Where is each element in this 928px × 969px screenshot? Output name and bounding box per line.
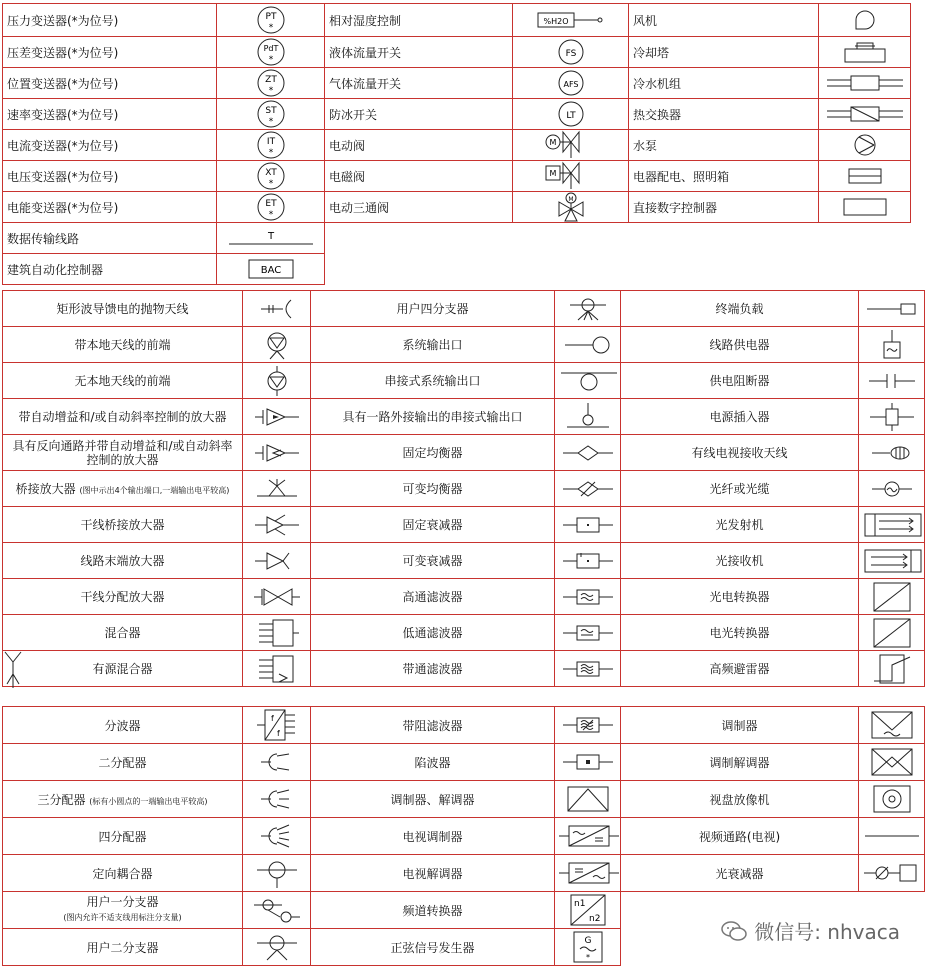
tv-modulator-symbol [555, 818, 621, 855]
svg-text:ZT: ZT [264, 75, 277, 85]
table-row [3, 4, 911, 37]
antifreeze-switch-label: 防冰开关 [325, 99, 513, 130]
optical-receiver-label: 光接收机 [621, 543, 859, 579]
current-transmitter-label: 电流变送器(*为位号) [3, 130, 217, 161]
headend-no-antenna-label: 无本地天线的前端 [3, 363, 243, 399]
user-4way-tap-symbol [555, 291, 621, 327]
fan-label: 风机 [629, 4, 819, 37]
sine-generator-symbol [555, 929, 621, 966]
agc-amplifier-symbol [243, 399, 311, 435]
position-transmitter-label: 位置变送器(*为位号) [3, 68, 217, 99]
svg-text:*: * [268, 55, 273, 65]
motor-valve-symbol [513, 130, 629, 161]
ddc-label: 直接数字控制器 [629, 192, 819, 223]
data-line-label: 数据传输线路 [3, 223, 217, 254]
diplexer-label: 分波器 [3, 707, 243, 744]
table-row [3, 855, 925, 892]
terminal-load-symbol [859, 291, 925, 327]
optical-transmitter-symbol [859, 507, 925, 543]
svg-text:PT: PT [265, 12, 276, 22]
headend-with-antenna-symbol [243, 327, 311, 363]
cooling-tower-symbol [819, 37, 911, 68]
liquid-flow-switch-label: 液体流量开关 [325, 37, 513, 68]
table-row [3, 707, 925, 744]
table-row [3, 744, 925, 781]
table-row [3, 399, 925, 435]
mixer-symbol [243, 615, 311, 651]
variable-attenuator-symbol [555, 543, 621, 579]
optical-attenuator-symbol [859, 855, 925, 892]
user-1way-tap-label: 用户一分支器 (图内允许不适支线用标注分支量) [3, 892, 243, 929]
pressure-transmitter-label: 压力变送器(*为位号) [3, 4, 217, 37]
catv-antenna-label: 有线电视接收天线 [621, 435, 859, 471]
table-row [3, 68, 911, 99]
trunk-distribution-amplifier-label: 干线分配放大器 [3, 579, 243, 615]
wechat-icon [720, 919, 748, 943]
speed-transmitter-symbol [217, 99, 325, 130]
table-row [3, 291, 925, 327]
video-channel-label: 视频通路(电视) [621, 818, 859, 855]
motor-3way-valve-label: 电动三通阀 [325, 192, 513, 223]
energy-transmitter-label: 电能变送器(*为位号) [3, 192, 217, 223]
svg-text:XT: XT [264, 168, 277, 178]
headend-with-antenna-label: 带本地天线的前端 [3, 327, 243, 363]
trap-filter-label: 陷波器 [311, 744, 555, 781]
series-outlet-symbol [555, 363, 621, 399]
optical-receiver-symbol [859, 543, 925, 579]
ddc-icon [842, 196, 888, 218]
fan-icon [852, 7, 878, 33]
terminal-load-label: 终端负载 [621, 291, 859, 327]
bridge-amplifier-label: 桥接放大器 (图中示出4个输出端口,一端输出电平较高) [3, 471, 243, 507]
power-blocker-label: 供电阻断器 [621, 363, 859, 399]
fiber-cable-symbol [859, 471, 925, 507]
system-outlet-label: 系统输出口 [311, 327, 555, 363]
svg-text:*: * [585, 953, 590, 962]
parabolic-antenna-symbol [243, 291, 311, 327]
low-pass-filter-symbol [555, 615, 621, 651]
speed-transmitter-label: 速率变送器(*为位号) [3, 99, 217, 130]
distribution-box-icon [847, 166, 883, 186]
watermark [720, 916, 900, 945]
reverse-agc-amplifier-label: 具有反向通路并带自动增益和/或自动斜率控制的放大器 [3, 435, 243, 471]
table-row [3, 223, 911, 254]
svg-text:M: M [567, 196, 574, 203]
diplexer-symbol [243, 707, 311, 744]
gas-flow-switch-symbol [513, 68, 629, 99]
svg-text:n1: n1 [573, 899, 585, 909]
modem-label: 调制解调器 [621, 744, 859, 781]
series-outlet-label: 串接式系统输出口 [311, 363, 555, 399]
band-pass-filter-symbol [555, 651, 621, 687]
mixer-label: 混合器 [3, 615, 243, 651]
tv-demodulator-symbol [555, 855, 621, 892]
high-pass-filter-label: 高通滤波器 [311, 579, 555, 615]
svg-text:*: * [268, 86, 273, 96]
catv-symbols-table [2, 290, 925, 687]
svg-text:*: * [268, 23, 273, 33]
electrical-optical-converter-label: 电光转换器 [621, 615, 859, 651]
active-mixer-label: 有源混合器 [3, 651, 243, 687]
three-way-splitter-label: 三分配器 (标有小圆点的一端输出电平较高) [3, 781, 243, 818]
table-row [3, 327, 925, 363]
pump-symbol [819, 130, 911, 161]
user-1way-tap-symbol [243, 892, 311, 929]
modulator-label: 调制器 [621, 707, 859, 744]
trap-filter-symbol [555, 744, 621, 781]
ddc-symbol [819, 192, 911, 223]
line-power-supply-label: 线路供电器 [621, 327, 859, 363]
cooling-tower-label: 冷却塔 [629, 37, 819, 68]
current-transmitter-symbol [217, 130, 325, 161]
svg-text:IT: IT [266, 137, 275, 147]
liquid-flow-switch-symbol [513, 37, 629, 68]
band-stop-filter-label: 带阻滤波器 [311, 707, 555, 744]
user-2way-tap-label: 用户二分支器 [3, 929, 243, 966]
svg-text:ET: ET [264, 199, 277, 209]
optical-attenuator-label: 光衰减器 [621, 855, 859, 892]
gas-flow-switch-label: 气体流量开关 [325, 68, 513, 99]
table-row [3, 192, 911, 223]
table-row [3, 507, 925, 543]
svg-text:LT: LT [565, 111, 576, 121]
variable-equalizer-symbol [555, 471, 621, 507]
series-outlet-ext-symbol [555, 399, 621, 435]
two-way-splitter-label: 二分配器 [3, 744, 243, 781]
video-disc-player-label: 视盘放像机 [621, 781, 859, 818]
motor-valve-label: 电动阀 [325, 130, 513, 161]
series-outlet-ext-label: 具有一路外接输出的串接式输出口 [311, 399, 555, 435]
line-end-amplifier-symbol [243, 543, 311, 579]
cooling-tower-icon [843, 40, 887, 64]
channel-converter-label: 频道转换器 [311, 892, 555, 929]
table-row [3, 37, 911, 68]
svg-text:BAC: BAC [260, 265, 281, 276]
table-row [3, 543, 925, 579]
distribution-box-symbol [819, 161, 911, 192]
solenoid-valve-label: 电磁阀 [325, 161, 513, 192]
voltage-transmitter-symbol [217, 161, 325, 192]
user-1way-tap-note: (图内允许不适支线用标注分支量) [63, 913, 182, 922]
pressure-transmitter-symbol [217, 4, 325, 37]
user-2way-tap-symbol [243, 929, 311, 966]
video-channel-symbol [859, 818, 925, 855]
power-blocker-symbol [859, 363, 925, 399]
optical-electrical-converter-symbol [859, 579, 925, 615]
energy-transmitter-symbol [217, 192, 325, 223]
system-outlet-symbol [555, 327, 621, 363]
svg-text:T: T [267, 231, 274, 242]
four-way-splitter-label: 四分配器 [3, 818, 243, 855]
chiller-label: 冷水机组 [629, 68, 819, 99]
modulator-symbol [859, 707, 925, 744]
bac-controller-symbol [217, 254, 325, 285]
three-way-splitter-note: (标有小圆点的一端输出电平较高) [89, 796, 208, 806]
directional-coupler-label: 定向耦合器 [3, 855, 243, 892]
table-row [3, 161, 911, 192]
trunk-bridge-amplifier-symbol [243, 507, 311, 543]
svg-text:G: G [584, 936, 591, 946]
power-inserter-label: 电源插入器 [621, 399, 859, 435]
antifreeze-switch-symbol [513, 99, 629, 130]
catv-antenna-symbol [859, 435, 925, 471]
svg-text:FS: FS [565, 49, 576, 59]
svg-text:M: M [549, 138, 556, 147]
table-row [3, 471, 925, 507]
modulator-demodulator-symbol [555, 781, 621, 818]
svg-text:f: f [276, 729, 280, 738]
active-mixer-symbol [243, 651, 311, 687]
line-end-amplifier-label: 线路末端放大器 [3, 543, 243, 579]
low-pass-filter-label: 低通滤波器 [311, 615, 555, 651]
distribution-box-label: 电器配电、照明箱 [629, 161, 819, 192]
svg-text:*: * [268, 179, 273, 189]
svg-text:n2: n2 [588, 914, 600, 924]
building-automation-symbols-table [2, 3, 911, 285]
headend-no-antenna-symbol [243, 363, 311, 399]
solenoid-valve-symbol [513, 161, 629, 192]
band-stop-filter-symbol [555, 707, 621, 744]
fixed-attenuator-label: 固定衰减器 [311, 507, 555, 543]
agc-amplifier-label: 带自动增益和/或自动斜率控制的放大器 [3, 399, 243, 435]
diff-pressure-transmitter-label: 压差变送器(*为位号) [3, 37, 217, 68]
electrical-optical-converter-symbol [859, 615, 925, 651]
svg-text:AFS: AFS [562, 80, 579, 89]
humidity-control-label: 相对湿度控制 [325, 4, 513, 37]
heat-exchanger-icon [827, 104, 903, 124]
fixed-equalizer-symbol [555, 435, 621, 471]
table-row [3, 254, 911, 285]
high-pass-filter-symbol [555, 579, 621, 615]
svg-text:*: * [268, 210, 273, 220]
table-row [3, 651, 925, 687]
four-way-splitter-symbol [243, 818, 311, 855]
table-row [3, 435, 925, 471]
trunk-bridge-amplifier-label: 干线桥接放大器 [3, 507, 243, 543]
heat-exchanger-symbol [819, 99, 911, 130]
bac-controller-label: 建筑自动化控制器 [3, 254, 217, 285]
table-row [3, 615, 925, 651]
video-disc-player-symbol [859, 781, 925, 818]
hf-lightning-arrester-label: 高频避雷器 [621, 651, 859, 687]
table-row [3, 818, 925, 855]
humidity-control-symbol [513, 4, 629, 37]
motor-3way-valve-symbol [513, 192, 629, 223]
table-row [3, 363, 925, 399]
diff-pressure-transmitter-symbol [217, 37, 325, 68]
data-line-symbol [217, 223, 325, 254]
modem-symbol [859, 744, 925, 781]
bridge-amplifier-note: (图中示出4个输出端口,一端输出电平较高) [79, 486, 230, 495]
tv-demodulator-label: 电视解调器 [311, 855, 555, 892]
svg-text:f: f [270, 714, 274, 723]
svg-text:*: * [268, 148, 273, 158]
fixed-attenuator-symbol [555, 507, 621, 543]
table-row [3, 781, 925, 818]
variable-equalizer-label: 可变均衡器 [311, 471, 555, 507]
heat-exchanger-label: 热交换器 [629, 99, 819, 130]
fixed-equalizer-label: 固定均衡器 [311, 435, 555, 471]
table-row [3, 130, 911, 161]
parabolic-antenna-label: 矩形波导馈电的抛物天线 [3, 291, 243, 327]
pump-icon [852, 132, 878, 158]
svg-text:M: M [549, 169, 556, 178]
antenna-icon [3, 650, 23, 690]
position-transmitter-symbol [217, 68, 325, 99]
two-way-splitter-symbol [243, 744, 311, 781]
directional-coupler-symbol [243, 855, 311, 892]
pump-label: 水泵 [629, 130, 819, 161]
chiller-symbol [819, 68, 911, 99]
trunk-distribution-amplifier-symbol [243, 579, 311, 615]
optical-electrical-converter-label: 光电转换器 [621, 579, 859, 615]
variable-attenuator-label: 可变衰减器 [311, 543, 555, 579]
bridge-amplifier-symbol [243, 471, 311, 507]
fan-symbol [819, 4, 911, 37]
svg-text:ST: ST [264, 106, 277, 116]
chiller-icon [827, 73, 903, 93]
band-pass-filter-label: 带通滤波器 [311, 651, 555, 687]
three-way-splitter-symbol [243, 781, 311, 818]
user-4way-tap-label: 用户四分支器 [311, 291, 555, 327]
hf-lightning-arrester-symbol [859, 651, 925, 687]
watermark-text: 微信号: nhvaca [754, 920, 900, 944]
tv-modulator-label: 电视调制器 [311, 818, 555, 855]
line-power-supply-symbol [859, 327, 925, 363]
svg-text:PdT: PdT [263, 44, 278, 53]
table-row [3, 579, 925, 615]
svg-text:%H2O: %H2O [542, 17, 569, 26]
sine-generator-label: 正弦信号发生器 [311, 929, 555, 966]
voltage-transmitter-label: 电压变送器(*为位号) [3, 161, 217, 192]
table-row [3, 99, 911, 130]
modulator-demodulator-label: 调制器、解调器 [311, 781, 555, 818]
power-inserter-symbol [859, 399, 925, 435]
reverse-agc-amplifier-symbol [243, 435, 311, 471]
optical-transmitter-label: 光发射机 [621, 507, 859, 543]
channel-converter-symbol [555, 892, 621, 929]
fiber-cable-label: 光纤或光缆 [621, 471, 859, 507]
svg-text:*: * [268, 117, 273, 127]
